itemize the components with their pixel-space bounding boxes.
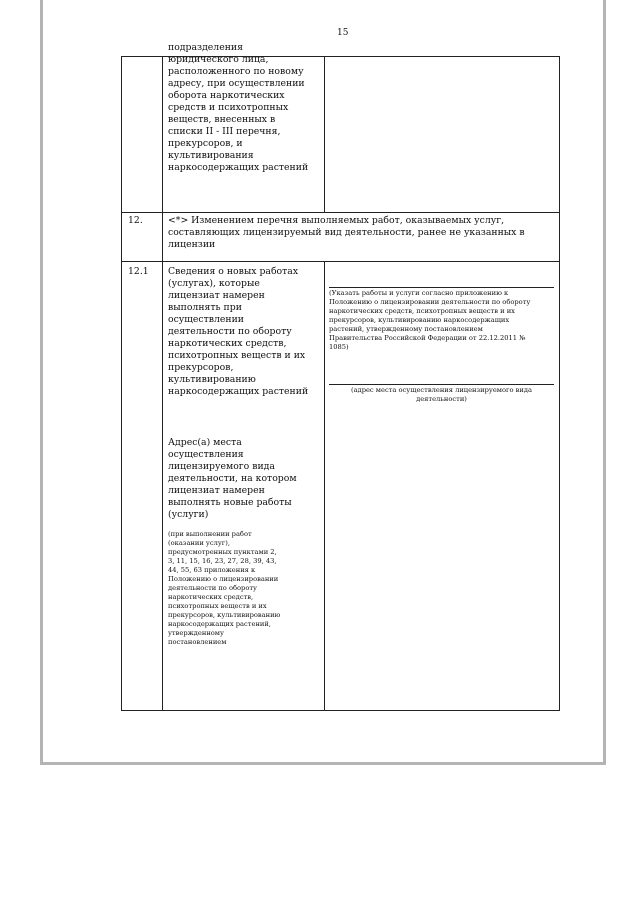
column-divider-content — [324, 261, 325, 711]
column-divider-number — [162, 56, 163, 711]
continued-cell-text: подразделения юридического лица, расположенного по новому адресу, при осуществлении оборота наркотических средств и психотропных веществ, внесенных в списки II - III перечня, прекурсоров, и культивирования наркосодержащих растений — [168, 42, 309, 173]
address-hint: (адрес места осуществления лицензируемого вида деятельности) — [350, 386, 532, 403]
row-divider — [121, 261, 560, 262]
address-input-line — [329, 384, 554, 385]
page-number: 15 — [337, 28, 349, 38]
work-services-input-line — [329, 287, 554, 288]
address-label: Адрес(а) места осуществления лицензируемого вида деятельности, на котором лицензиат намерен выполнять новые работы (услуги) — [168, 437, 297, 520]
column-divider-content — [324, 56, 325, 212]
row-number: 12. — [128, 215, 143, 226]
row-number: 12.1 — [128, 266, 149, 277]
row-heading: <*> Изменением перечня выполняемых работ, оказываемых услуг, составляющих лицензируемый вид деятельности, ранее не указанных в лицензии — [168, 215, 525, 250]
row-divider — [121, 212, 560, 213]
work-services-label: Сведения о новых работах (услугах), которые лицензиат намерен выполнять при осуществлении деятельности по обороту наркотических средств, психотропных веществ и их прекурсоров, культивированию наркосодержащих растений — [168, 266, 309, 397]
address-note: (при выполнении работ (оказании услуг), предусмотренных пунктами 2, 3, 11, 15, 16, 23, 27, 28, 39, 43, 44, 55, 63 приложения к Положению о лицензировании деятельности по обороту наркотических средств, психотропных веществ и их прекурсоров, культивированию наркосодержащих растений, утвержденному постановлением — [168, 530, 281, 646]
work-services-hint: (Указать работы и услуги согласно приложению к Положению о лицензировании деятельности по обороту наркотических средств, психотропных веществ и их прекурсоров, культивированию наркосодержащих растений, утвержденному постановлением Правительства Российской Федерации от 22.12.2011 № 1085) — [329, 289, 531, 351]
